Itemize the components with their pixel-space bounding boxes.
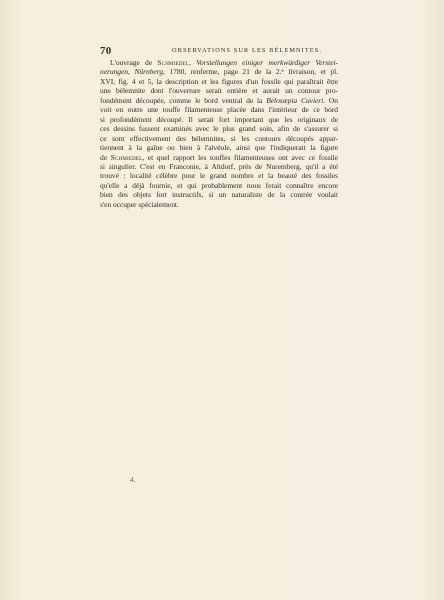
- text-line: ces dessins fussent examinés avec le plus grand soin, afin de s'assurer si: [100, 124, 338, 134]
- text-line: nerungen, Nürnberg, 1780, renferme, page 21 de la 2.$^e$ livraison, et pl.: [100, 67, 338, 77]
- author-name: Schmiedel: [157, 58, 190, 67]
- text-line: de Schmiedel, et quel rapport les touffes filamenteuses ont avec ce fossile: [100, 152, 338, 162]
- text-line: s'en occuper spécialement.: [100, 199, 179, 209]
- author-name: Schmiedel: [110, 152, 143, 162]
- species-name: Belosœpia Cuvieri: [266, 95, 324, 105]
- text-line: fondément découpée, comme le bord ventral de la Belosœpia Cuvieri. On: [100, 95, 338, 105]
- page-number: 70: [100, 45, 112, 57]
- text-line: ce sont effectivement des bélemnites, si les contours découpés appar-: [100, 133, 338, 143]
- running-title: OBSERVATIONS SUR LES BÉLEMNITES.: [172, 47, 323, 54]
- text-line: qu'elle a déjà fournie, et qui probablement nous ferait connaître encore: [100, 180, 338, 190]
- place-name: Nürnberg: [134, 67, 164, 77]
- text-line: une bélemnite dont l'ouverture serait entière et aurait un contour pro-: [100, 86, 338, 96]
- text-line: bien des objets fort instructifs, si un naturaliste de la contrée voulait: [100, 190, 338, 200]
- page-header: [100, 45, 336, 59]
- text-line: si profondément découpé. Il serait fort important que les originaux de: [100, 114, 338, 124]
- book-title: Vorstellungen einiger merkwürdiger Verstei-: [196, 58, 338, 67]
- body-paragraph: [100, 58, 338, 209]
- signature-mark: 4.: [130, 476, 136, 484]
- text-line: tiennent à la gaîne ou bien à l'alvéole, ainsi que l'indiquerait la figure: [100, 143, 338, 153]
- text-line: XVI, fig. 4 et 5, la description et les figures d'un fossile qui paraîtrait être: [100, 76, 338, 86]
- text-line: L'ouvrage de Schmiedel, Vorstellungen einiger merkwürdiger Verstei-: [110, 58, 338, 67]
- text-line: si singulier. C'est en Franconie, à Altdorf, près de Nuremberg, qu'il a été: [100, 161, 338, 171]
- book-title: nerungen: [100, 67, 129, 77]
- text-line: voit en outre une touffe filamenteuse placée dans l'intérieur de ce bord: [100, 105, 338, 115]
- text-line: trouvé : localité célèbre pour le grand nombre et la beauté des fossiles: [100, 171, 338, 181]
